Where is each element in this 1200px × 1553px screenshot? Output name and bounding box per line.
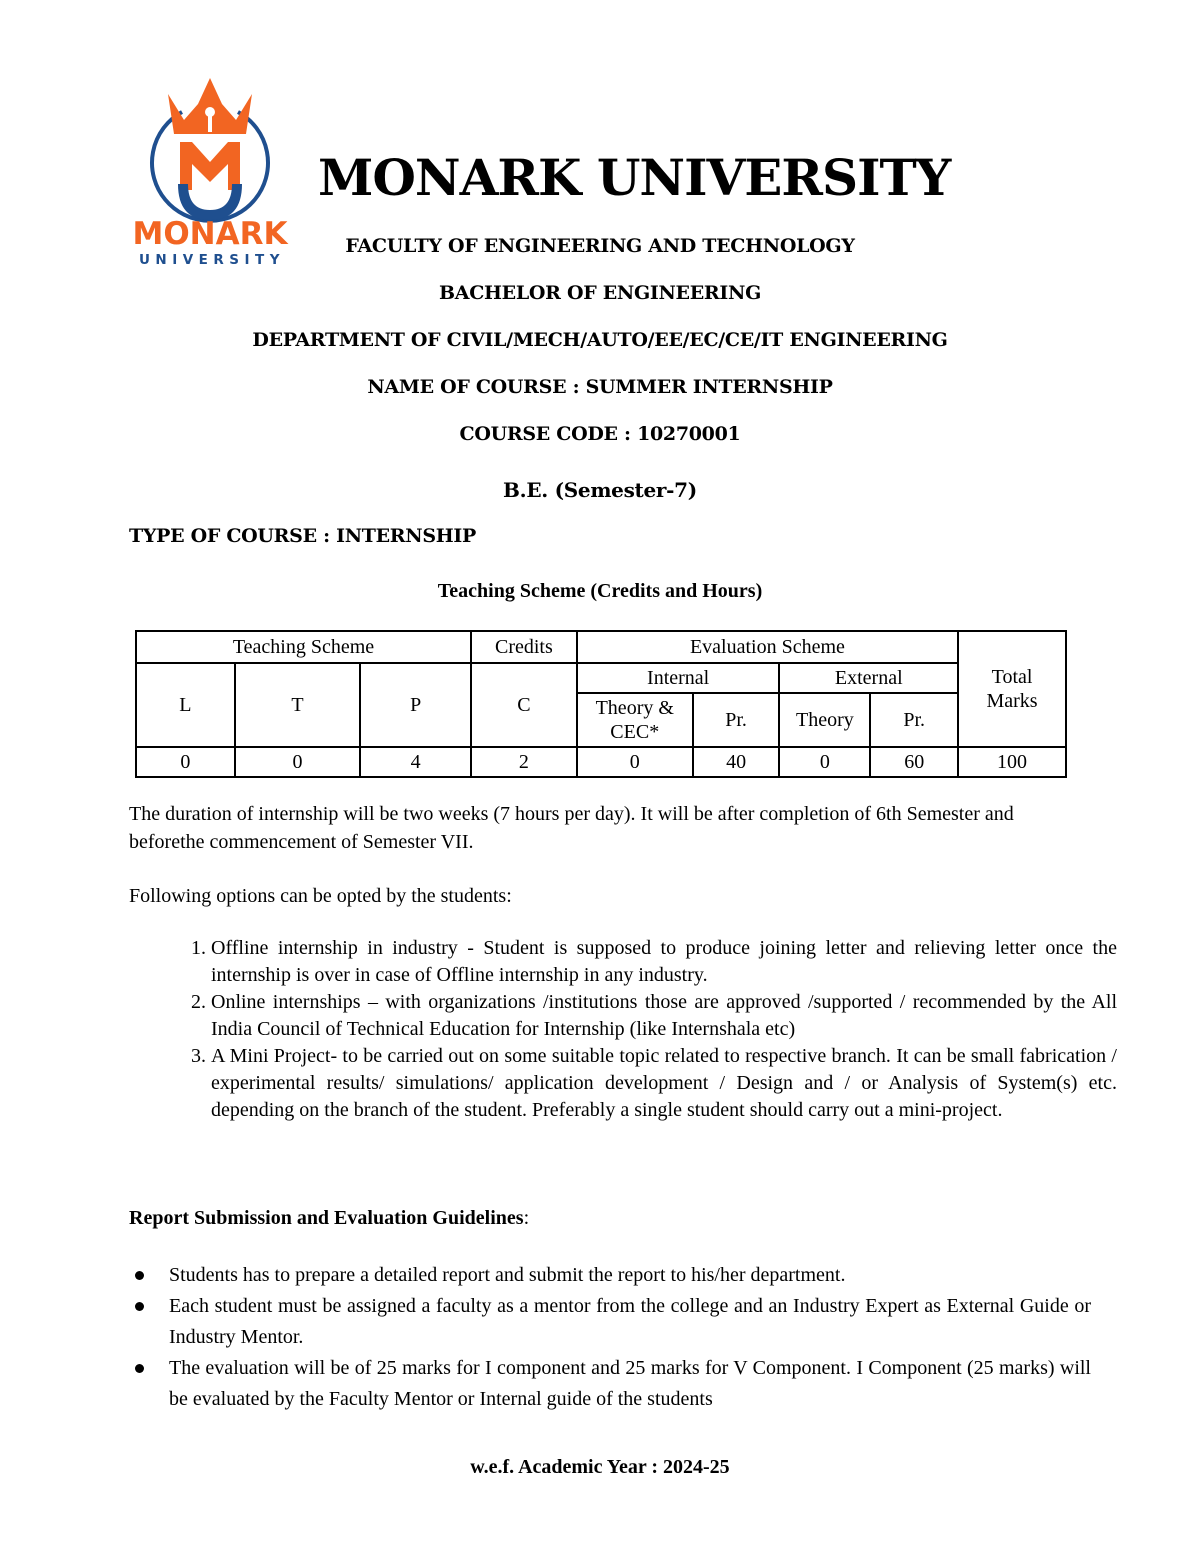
header-L: L (136, 663, 235, 747)
teaching-scheme-table (135, 630, 1067, 778)
header-external: External (779, 663, 958, 693)
cell-external-theory: 0 (779, 747, 870, 777)
semester-line: B.E. (Semester-7) (503, 478, 697, 502)
department-line: DEPARTMENT OF CIVIL/MECH/AUTO/EE/EC/CE/IT ENGINEERING (252, 329, 948, 351)
cell-P: 4 (360, 747, 471, 777)
header-C: C (471, 663, 577, 747)
list-item: 1. Offline internship in industry - Student is supposed to produce joining letter and relieving letter once the internship is over in case of Offline internship in any industry. (211, 935, 1117, 989)
header-credits: Credits (471, 631, 577, 663)
list-item: 2. Online internships – with organizations /institutions those are approved /supported / recommended by the All India Council of Technical Education for Internship (like Internshala etc) (211, 989, 1117, 1043)
cell-L: 0 (136, 747, 235, 777)
header-evaluation-scheme: Evaluation Scheme (577, 631, 958, 663)
cell-T: 0 (235, 747, 361, 777)
bullet-icon (135, 1364, 144, 1373)
header-teaching-scheme: Teaching Scheme (136, 631, 471, 663)
header-external-pr: Pr. (870, 693, 958, 747)
guideline-text: Each student must be assigned a faculty as a mentor from the college and an Industry Expert as External Guide or Industry Mentor. (169, 1295, 1091, 1348)
list-item (129, 1291, 1091, 1353)
type-of-course: TYPE OF COURSE : INTERNSHIP (129, 525, 476, 547)
header-total-marks (958, 631, 1066, 747)
guideline-text: Students has to prepare a detailed report and submit the report to his/her department. (169, 1264, 846, 1286)
bullet-icon (135, 1271, 144, 1280)
degree-line: BACHELOR OF ENGINEERING (439, 282, 761, 304)
university-title: MONARK UNIVERSITY (318, 148, 951, 207)
cell-external-pr: 60 (870, 747, 958, 777)
logo-wordmark: MONARK (132, 216, 288, 252)
scheme-heading: Teaching Scheme (Credits and Hours) (437, 580, 763, 602)
logo-subtext: UNIVERSITY (138, 252, 286, 268)
cell-internal-pr: 40 (693, 747, 780, 777)
header-internal: Internal (577, 663, 780, 693)
cell-internal-theory: 0 (577, 747, 693, 777)
faculty-line: FACULTY OF ENGINEERING AND TECHNOLOGY (345, 235, 855, 257)
report-heading (129, 1207, 529, 1230)
options-list (170, 935, 1117, 1124)
report-heading-text: Report Submission and Evaluation Guidelines (129, 1207, 524, 1229)
list-item (129, 1353, 1091, 1415)
guideline-text: The evaluation will be of 25 marks for I component and 25 marks for V Component. I Component (25 marks) will be evaluated by the Faculty Mentor or Internal guide of the students (169, 1357, 1091, 1410)
header-internal-pr: Pr. (693, 693, 780, 747)
guidelines-list (129, 1260, 1091, 1415)
options-intro: Following options can be opted by the students: (129, 885, 512, 907)
header-P: P (360, 663, 471, 747)
course-name-line: NAME OF COURSE : SUMMER INTERNSHIP (367, 376, 833, 398)
footer-academic-year: w.e.f. Academic Year : 2024-25 (470, 1456, 730, 1478)
bullet-icon (135, 1302, 144, 1311)
list-item: 3. A Mini Project- to be carried out on some suitable topic related to respective branch. It can be small fabrication / experimental results/ simulations/ application development / Design and / or Analysis of System(s) etc. depending on the branch of the student. Preferably a single student should carry out a mini-project. (211, 1043, 1117, 1124)
cell-C: 2 (471, 747, 577, 777)
header-theory-cec (577, 693, 693, 747)
theory-cec-label: Theory & CEC* (595, 697, 674, 743)
total-marks-label: Total Marks (986, 666, 1038, 712)
list-item (129, 1260, 1091, 1291)
report-heading-colon: : (523, 1207, 530, 1229)
header-theory: Theory (779, 693, 870, 747)
duration-paragraph: The duration of internship will be two weeks (7 hours per day). It will be after completion of 6th Semester and beforethe commencement of Semester VII. (129, 803, 1014, 853)
cell-total: 100 (958, 747, 1066, 777)
course-code-line: COURSE CODE : 10270001 (459, 423, 741, 445)
header-T: T (235, 663, 361, 747)
